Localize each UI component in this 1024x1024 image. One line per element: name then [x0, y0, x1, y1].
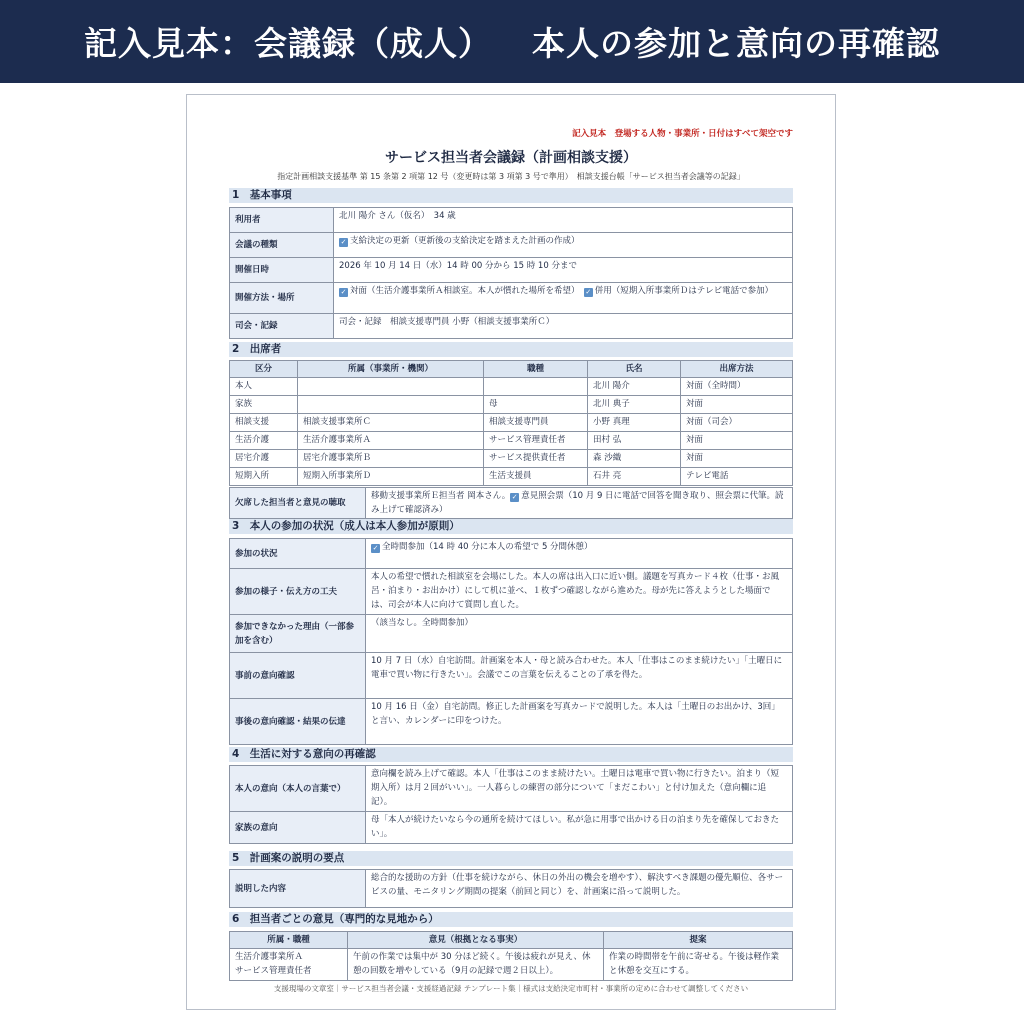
checkbox-checked-icon: ✓ [585, 288, 592, 296]
banner-title-left: 記入見本：会議録（成人） [84, 24, 492, 63]
checkbox-checked-icon: ✓ [511, 493, 518, 501]
column-header: 職種 [484, 361, 588, 378]
row-value: 本人の希望で慣れた相談室を会場にした。本人の席は出入口に近い側。議題を写真カード４枚（仕事・お風呂・泊まり・お出かけ）にして机に並べ、１枚ずつ確認しながら進めた。母が先に答えようとした場面では、司会が本人に向けて質問し直した。 [366, 569, 793, 615]
table-cell: 母 [484, 396, 588, 414]
table-cell: テレビ電話 [681, 468, 793, 486]
method-in-person: 対面（生活介護事業所Ａ相談室。本人が慣れた場所を希望） [350, 286, 576, 296]
table-cell: 短期入所 [230, 468, 298, 486]
table-row [230, 653, 793, 699]
table-row [230, 414, 793, 432]
legal-basis: 指定計画相談支援基準 第 15 条第 2 項第 12 号（変更時は第 3 項第 3 号で準用） 相談支援台帳「サービス担当者会議等の記録」 [277, 172, 745, 181]
table-cell: 森 沙織 [588, 450, 681, 468]
row-value: 北川 陽介 さん（仮名） 34 歳 [334, 208, 793, 233]
opinions-table [229, 931, 793, 981]
column-header: 提案 [604, 932, 793, 949]
meeting-type-value: 支給決定の更新（更新後の支給決定を踏まえた計画の作成） [350, 236, 580, 246]
table-row [230, 812, 793, 844]
table-cell: 対面 [681, 396, 793, 414]
row-label: 事前の意向確認 [230, 653, 366, 699]
table-cell: 田村 弘 [588, 432, 681, 450]
absent-table [229, 487, 793, 519]
row-label: 利用者 [230, 208, 334, 233]
table-cell: 生活介護事業所Ａ [298, 432, 484, 450]
table-cell: 対面 [681, 432, 793, 450]
table-row [230, 432, 793, 450]
row-value: 意向欄を読み上げて確認。本人「仕事はこのまま続けたい。土曜日は電車で買い物に行きたい。泊まり（短期入所）は月２回がいい」。一人暮らしの練習の部分について「まだこわい」と付け加えた（意向欄に追記）。 [366, 766, 793, 812]
row-value: 2026 年 10 月 14 日（水）14 時 00 分から 15 時 10 分まで [334, 258, 793, 283]
column-header: 意見（根拠となる事実） [348, 932, 604, 949]
row-value [334, 283, 793, 314]
table-row [230, 569, 793, 615]
table-row [230, 450, 793, 468]
section-1-header: 1 基本事項 [229, 188, 793, 203]
column-header: 所属（事業所・機関） [298, 361, 484, 378]
row-label: 欠席した担当者と意見の聴取 [230, 488, 366, 519]
table-row [230, 378, 793, 396]
banner-title-right: 本人の参加と意向の再確認 [532, 24, 940, 63]
participation-value: 全時間参加（14 時 40 分に本人の希望で 5 分間休憩） [382, 542, 593, 552]
section-4-header: 4 生活に対する意向の再確認 [229, 747, 793, 762]
absent-opinion-method: 意見照会票（10 月 9 日に電話で回答を聞き取り、照会票に代筆。読み上げて確認済み） [371, 491, 784, 515]
column-header: 氏名 [588, 361, 681, 378]
row-value: 10 月 7 日（水）自宅訪問。計画案を本人・母と読み合わせた。本人「仕事はこのまま続けたい」「土曜日に電車で買い物に行きたい」。会議でこの言葉を伝えることの了承を得た。 [366, 653, 793, 699]
table-row [230, 396, 793, 414]
row-value: 10 月 16 日（金）自宅訪問。修正した計画案を写真カードで説明した。本人は「土曜日のお出かけ、3回」と言い、カレンダーに印をつけた。 [366, 699, 793, 745]
row-label: 開催日時 [230, 258, 334, 283]
row-label: 本人の意向（本人の言葉で） [230, 766, 366, 812]
table-header-row [230, 932, 793, 949]
row-value: 母「本人が続けたいなら今の通所を続けてほしい。私が急に用事で出かける日の泊まり先を確保しておきたい」。 [366, 812, 793, 844]
row-value [366, 539, 793, 569]
table-row [230, 283, 793, 314]
table-cell: 小野 真理 [588, 414, 681, 432]
table-cell: 居宅介護 [230, 450, 298, 468]
table-row [230, 258, 793, 283]
row-label: 司会・記録 [230, 314, 334, 339]
table-cell: 相談支援事業所Ｃ [298, 414, 484, 432]
table-cell: 居宅介護事業所Ｂ [298, 450, 484, 468]
table-cell: 対面 [681, 450, 793, 468]
table-cell: 相談支援専門員 [484, 414, 588, 432]
table-row [230, 870, 793, 908]
table-cell: 生活支援員 [484, 468, 588, 486]
table-cell [298, 378, 484, 396]
table-cell: 午前の作業では集中が 30 分ほど続く。午後は疲れが見え、休憩の回数を増やしている（9月の記録で週２日以上）。 [348, 949, 604, 981]
row-label: 家族の意向 [230, 812, 366, 844]
row-label: 参加できなかった理由（一部参加を含む） [230, 615, 366, 653]
table-cell: 作業の時間帯を午前に寄せる。午後は軽作業と休憩を交互にする。 [604, 949, 793, 981]
basic-info-table [229, 207, 793, 339]
table-cell [298, 396, 484, 414]
row-label: 会議の種類 [230, 233, 334, 258]
document-title: サービス担当者会議録（計画相談支援） [385, 150, 637, 166]
table-cell: 北川 陽介 [588, 378, 681, 396]
page-banner [0, 0, 1024, 83]
table-header-row [230, 361, 793, 378]
table-cell: 対面（全時間） [681, 378, 793, 396]
section-3-header: 3 本人の参加の状況（成人は本人参加が原則） [229, 519, 793, 534]
method-combined: 併用（短期入所事業所Ｄはテレビ電話で参加） [594, 286, 774, 296]
column-header: 出席方法 [681, 361, 793, 378]
checkbox-checked-icon: ✓ [372, 544, 379, 552]
table-cell: 生活介護 [230, 432, 298, 450]
document-sheet [186, 94, 836, 1010]
table-cell: サービス提供責任者 [484, 450, 588, 468]
row-label: 開催方法・場所 [230, 283, 334, 314]
table-cell: 家族 [230, 396, 298, 414]
table-cell: 短期入所事業所Ｄ [298, 468, 484, 486]
row-label: 事後の意向確認・結果の伝達 [230, 699, 366, 745]
table-row [230, 699, 793, 745]
table-cell: 北川 典子 [588, 396, 681, 414]
table-row [230, 766, 793, 812]
column-header: 所属・職種 [230, 932, 348, 949]
table-row [230, 615, 793, 653]
row-value: 司会・記録 相談支援専門員 小野（相談支援事業所Ｃ） [334, 314, 793, 339]
table-row [230, 468, 793, 486]
row-value [366, 488, 793, 519]
section-2-header: 2 出席者 [229, 342, 793, 357]
wishes-table [229, 765, 793, 844]
table-cell: 石井 亮 [588, 468, 681, 486]
table-cell: 対面（司会） [681, 414, 793, 432]
row-label: 参加の様子・伝え方の工夫 [230, 569, 366, 615]
checkbox-checked-icon: ✓ [340, 238, 347, 246]
table-row [230, 208, 793, 233]
table-row [230, 949, 793, 981]
section-6-header: 6 担当者ごとの意見（専門的な見地から） [229, 912, 793, 927]
checkbox-checked-icon: ✓ [340, 288, 347, 296]
page-footer: 支援現場の文章室｜サービス担当者会議・支援経過記録 テンプレート集｜様式は支給決定市町村・事業所の定めに合わせて調整してください [273, 984, 749, 993]
participation-table [229, 538, 793, 745]
row-value: 総合的な援助の方針（仕事を続けながら、休日の外出の機会を増やす）、解決すべき課題の優先順位、各サービスの量、モニタリング期間の提案（前回と同じ）を、計画案に沿って説明した。 [366, 870, 793, 908]
table-cell: 生活介護事業所Ａ サービス管理責任者 [230, 949, 348, 981]
attendees-table [229, 360, 793, 486]
table-cell [484, 378, 588, 396]
row-value: （該当なし。全時間参加） [366, 615, 793, 653]
table-row [230, 488, 793, 519]
row-value [334, 233, 793, 258]
absent-member: 移動支援事業所Ｅ担当者 岡本さん。 [371, 491, 511, 501]
sample-notice: 記入見本 登場する人物・事業所・日付はすべて架空です [572, 129, 793, 139]
table-row [230, 314, 793, 339]
row-label: 参加の状況 [230, 539, 366, 569]
column-header: 区分 [230, 361, 298, 378]
row-label: 説明した内容 [230, 870, 366, 908]
section-5-header: 5 計画案の説明の要点 [229, 851, 793, 866]
table-cell: 本人 [230, 378, 298, 396]
plan-explanation-table [229, 869, 793, 908]
table-row [230, 233, 793, 258]
table-cell: 相談支援 [230, 414, 298, 432]
table-cell: サービス管理責任者 [484, 432, 588, 450]
table-row [230, 539, 793, 569]
